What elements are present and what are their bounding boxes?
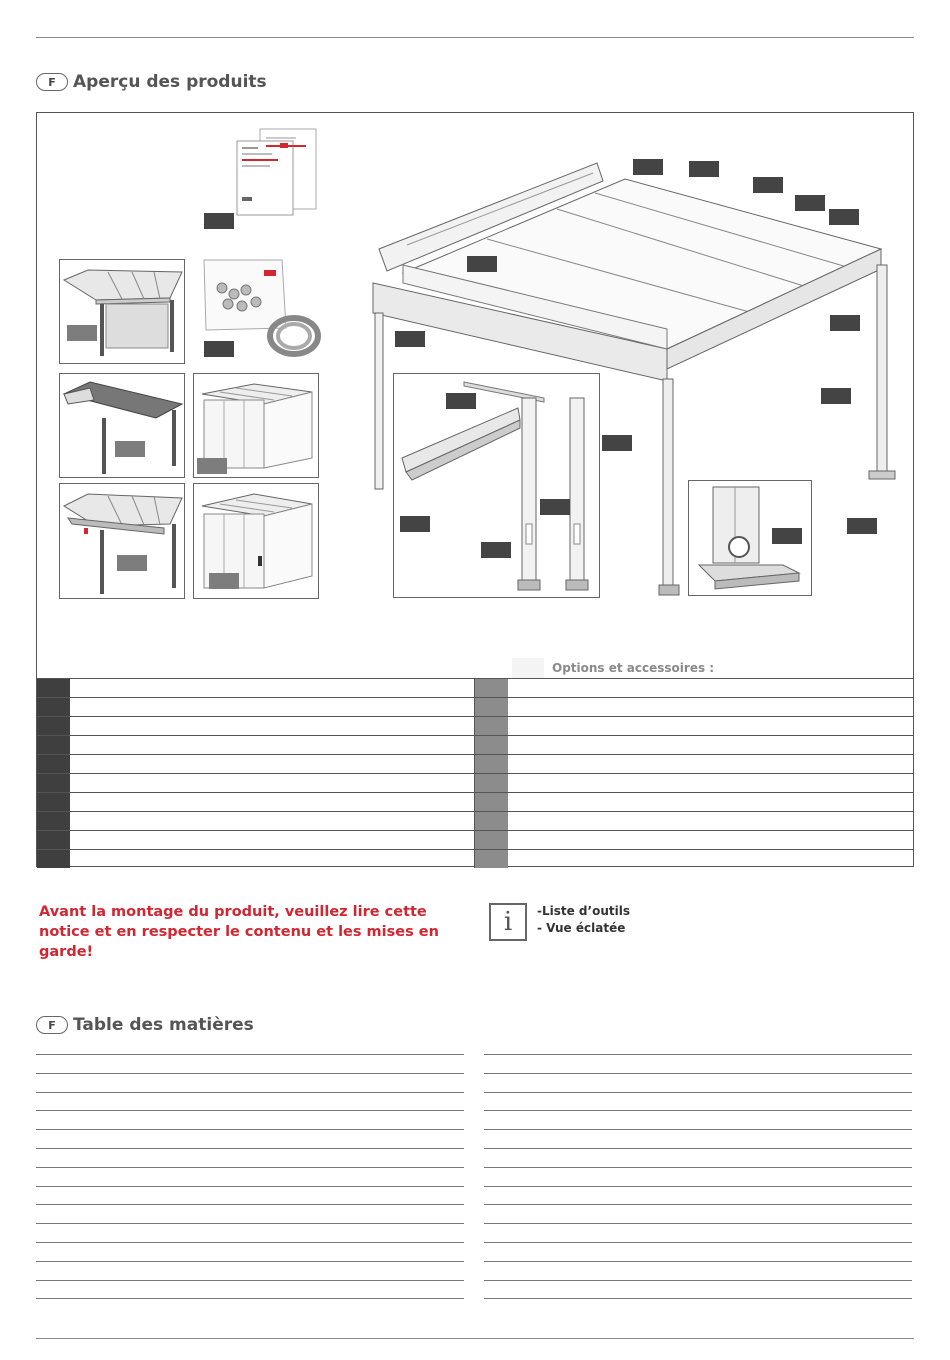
list-item [37,830,474,849]
product-overview-box [36,112,914,867]
top-rule [36,37,914,38]
callout-gutter-top [446,393,476,409]
callout-front-beam [395,331,425,347]
list-item [475,716,914,735]
list-item [475,735,914,754]
options-swatch [512,658,544,678]
list-item [475,792,914,811]
options-label-text: Options et accessoires : [552,661,715,675]
warning-text: Avant la montage du produit, veuillez lire cette notice et en respecter le contenu et les mises en garde! [39,904,439,960]
info-line-exploded: - Vue éclatée [537,921,626,935]
callout-glass-walls [197,458,227,474]
info-icon [489,903,527,941]
options-label [512,658,914,678]
callout-front-post [602,435,632,451]
toc-column-left [36,1054,464,1317]
list-item [37,754,474,773]
callout-roof-panel-b [795,195,825,211]
list-item [37,678,474,697]
info-glyph: i [503,907,513,937]
callout-foot-plate [847,518,877,534]
callout-documents [204,213,234,229]
language-badge: F [36,73,68,91]
list-item [475,773,914,792]
overview-title: Aperçu des produits [73,72,267,92]
callout-crossbar [467,256,497,272]
info-list [537,903,630,937]
list-item [37,716,474,735]
list-item [37,849,474,868]
list-item [475,754,914,773]
parts-list-options [475,678,914,868]
callout-roof-panel-a [753,177,783,193]
toc-column-right [484,1054,912,1317]
callout-rear-post [821,388,851,404]
list-item [37,735,474,754]
callout-side-wall [67,325,97,341]
list-item [37,773,474,792]
callout-foot-detail [772,528,802,544]
callout-led [117,555,147,571]
callout-back-profile [633,159,663,175]
callout-roof-awning [115,441,145,457]
callout-gutter [400,516,430,532]
parts-list-main [37,678,475,868]
toc-heading [36,1015,254,1035]
list-item [475,678,914,697]
list-item [37,811,474,830]
option-panel-side-wall [59,259,185,364]
list-item [37,792,474,811]
list-item [475,830,914,849]
documents-illustration [232,125,322,220]
toc-title: Table des matières [73,1015,254,1035]
option-panel-roof-awning [59,373,185,478]
callout-enclosure [209,573,239,589]
callout-side-beam [830,315,860,331]
callout-roof-frame [689,161,719,177]
list-item [475,697,914,716]
bottom-rule [36,1338,914,1339]
option-panel-led [59,483,185,599]
callout-post-inner [540,499,570,515]
list-item [475,849,914,868]
list-item [37,697,474,716]
list-item [475,811,914,830]
detail-panel-gutter [393,373,600,598]
info-line-tools: -Liste d’outils [537,904,630,918]
callout-post-slot [481,542,511,558]
language-badge-toc: F [36,1016,68,1034]
overview-heading [36,72,267,92]
callout-hardware [204,341,234,357]
callout-side-profile [829,209,859,225]
